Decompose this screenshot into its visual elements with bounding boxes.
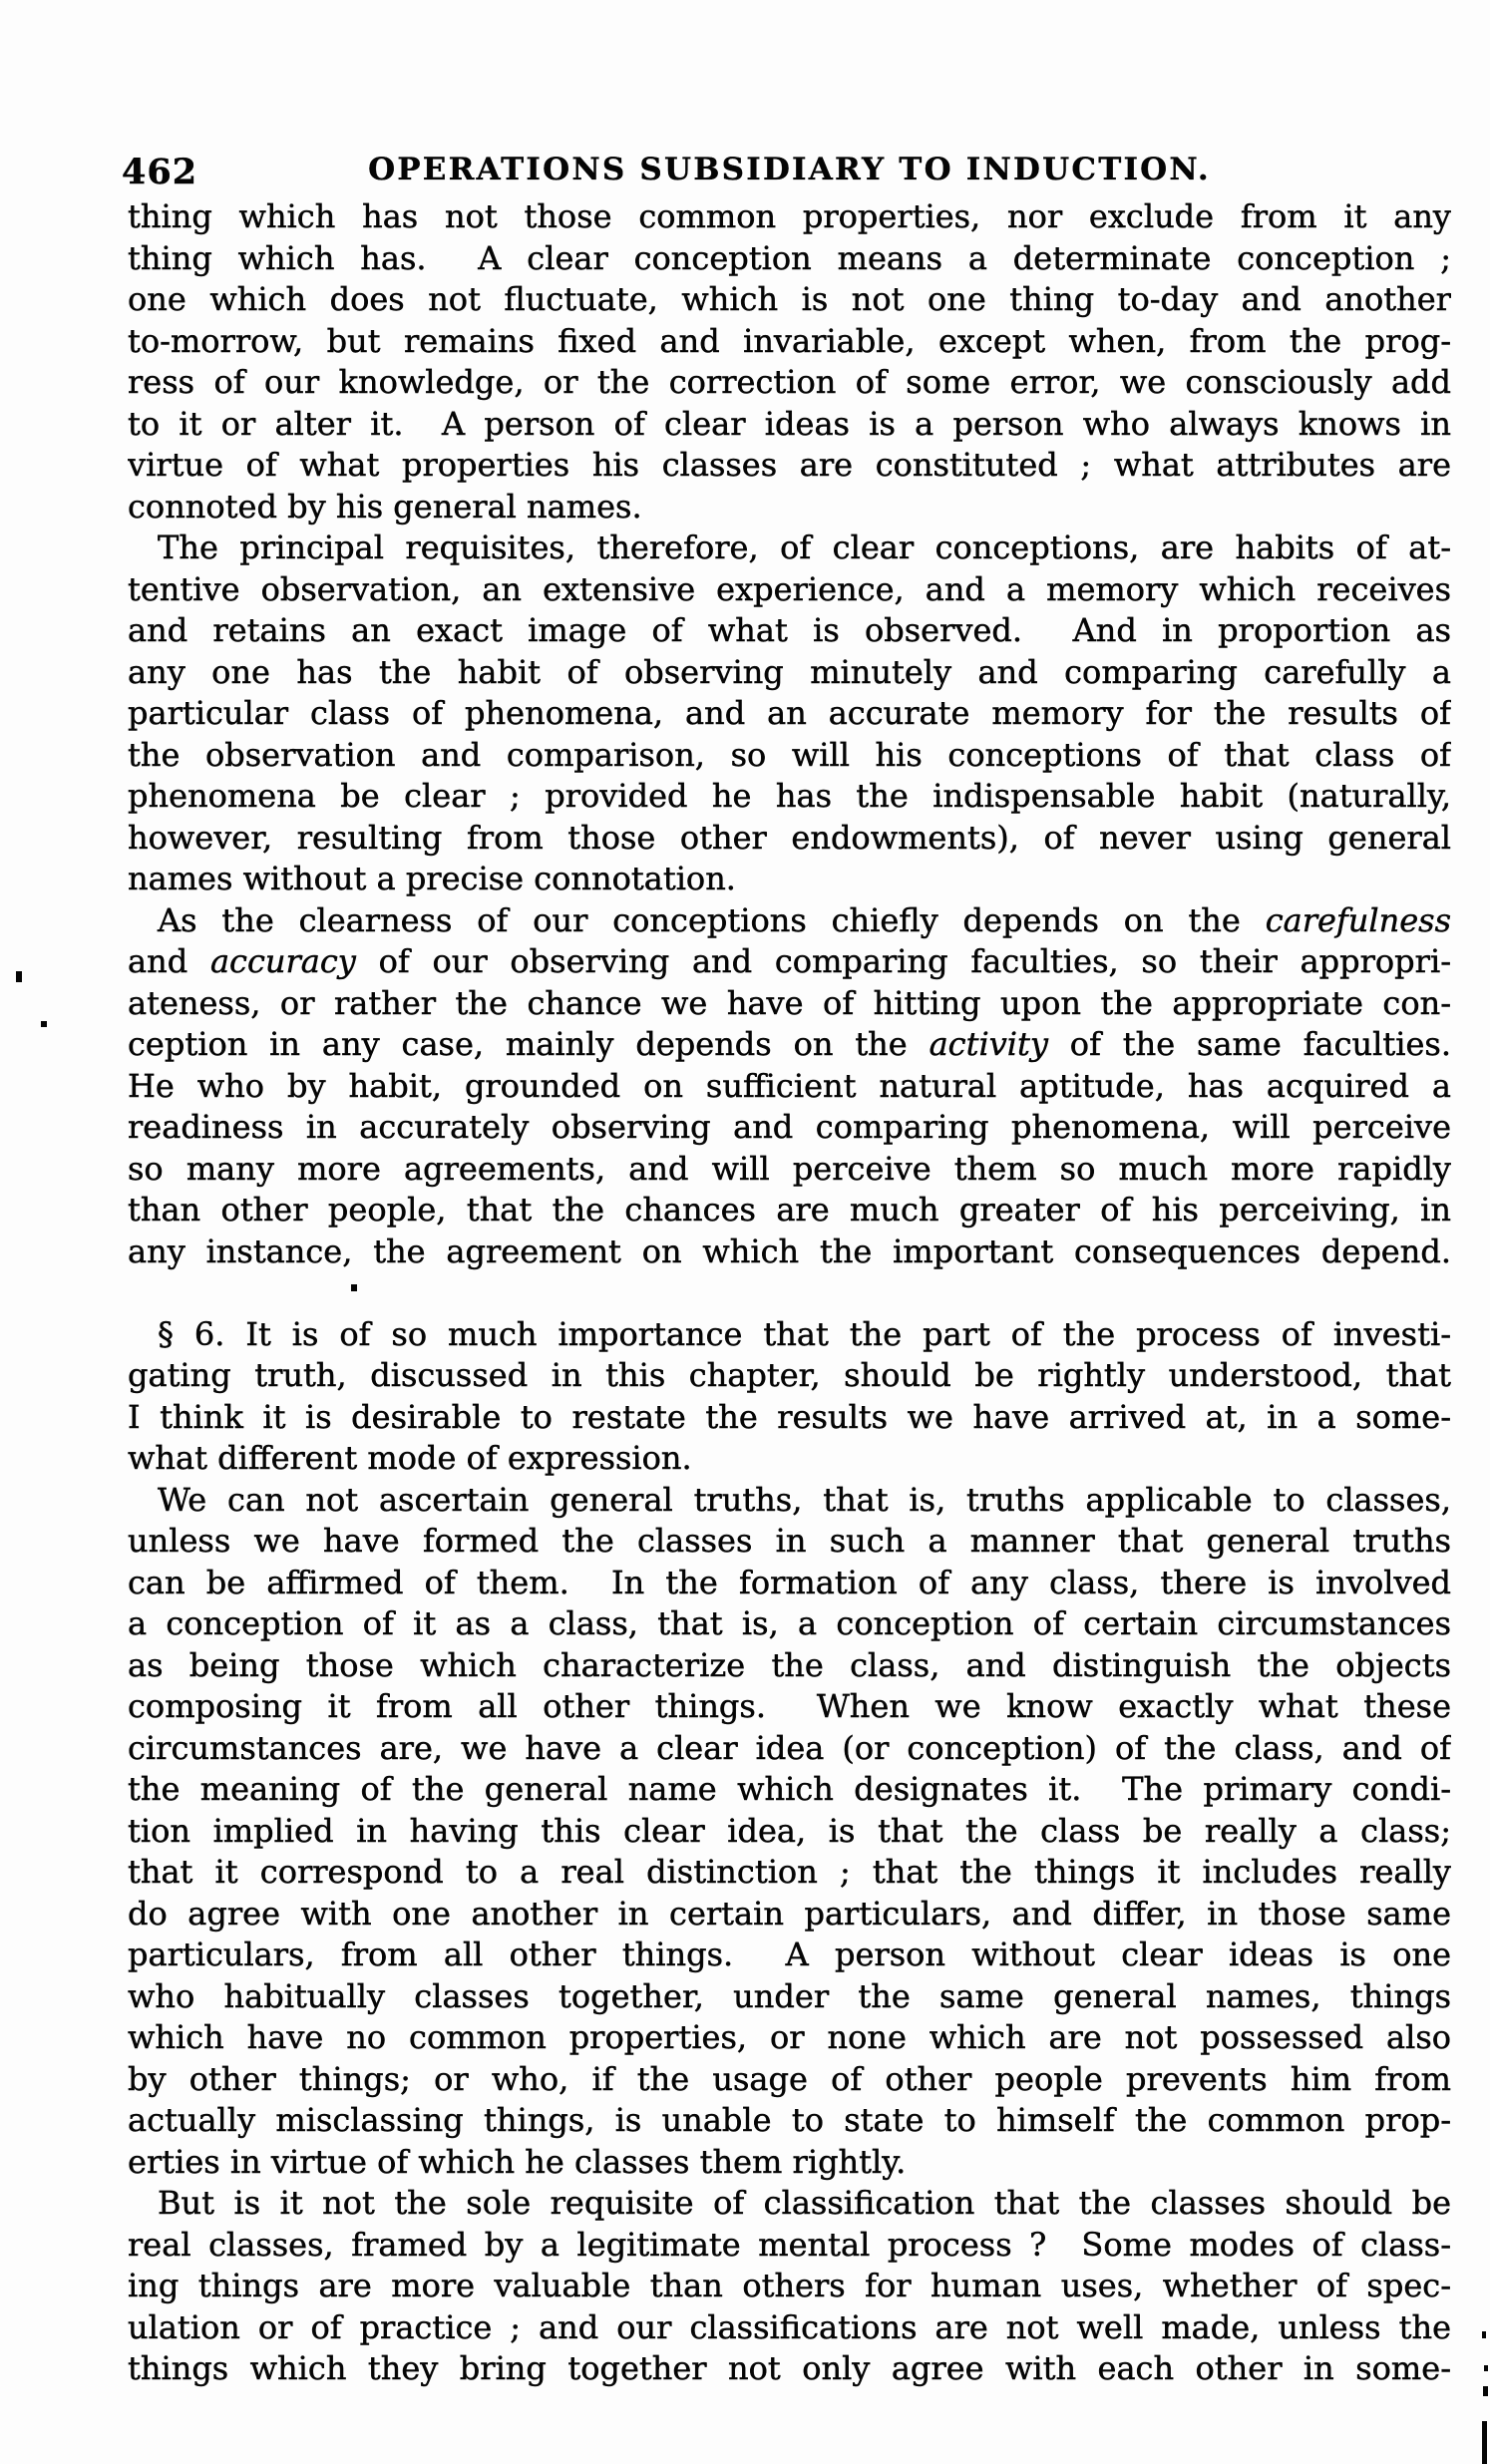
text-segment: so many more agreements, and will perceive them so much more rapidly [128,1149,1451,1188]
text-line [128,1232,1451,1273]
text-segment: virtue of what properties his classes are constituted ; what attributes are [128,446,1451,484]
text-line [128,941,1451,983]
scan-artifact-speck [1483,2386,1488,2396]
text-segment: and retains an exact image of what is observed. And in proportion as [128,611,1451,649]
text-segment: gating truth, discussed in this chapter, should be rightly understood, that [128,1356,1451,1394]
text-segment: as being those which characterize the class, and distinguish the objects [128,1645,1451,1684]
text-segment: unless we have formed the classes in such a manner that general truths [128,1522,1451,1560]
page-number: 462 [122,152,198,192]
text-line [128,1894,1451,1936]
text-segment: He who by habit, grounded on sufficient natural aptitude, has acquired a [128,1066,1451,1105]
text-line [128,1976,1451,2018]
text-line [128,1107,1451,1149]
text-segment: by other things; or who, if the usage of other people prevents him from [128,2059,1451,2098]
text-segment: thing which has not those common properties, nor exclude from it any [128,197,1451,235]
text-line [128,1852,1451,1894]
text-line [128,1645,1451,1687]
text-segment: names without a precise connotation. [128,860,736,897]
text-line [128,1314,1451,1356]
text-segment: of our observing and comparing faculties, so their appropri- [355,942,1451,980]
paragraph-gap [128,1272,1451,1314]
text-line [128,2307,1451,2349]
text-segment: one which does not fluctuate, which is not one thing to-day and another [128,280,1451,318]
text-segment: thing which has. A clear conception means a determinate conception ; [128,238,1451,277]
text-segment: circumstances are, we have a clear idea (or conception) of the class, and of [128,1728,1451,1767]
text-line [128,1521,1451,1563]
text-line [128,2348,1451,2390]
text-segment: than other people, that the chances are much greater of his perceiving, in [128,1191,1451,1229]
text-segment: The principal requisites, therefore, of clear conceptions, are habits of at- [158,528,1451,566]
text-line [128,1563,1451,1604]
text-line [128,2100,1451,2142]
text-line [128,362,1451,404]
scan-artifact-edge-line [1482,2421,1487,2464]
text-segment: and [128,942,210,980]
text-line [128,528,1451,569]
text-line [128,983,1451,1025]
italic-text: accuracy [209,942,356,980]
scan-artifact-speck [1484,2365,1488,2371]
text-segment: But is it not the sole requisite of classification that the classes should be [158,2184,1451,2222]
text-segment: who habitually classes together, under the same general names, things [128,1976,1451,2015]
text-segment: real classes, framed by a legitimate mental process ? Some modes of class- [128,2225,1451,2264]
text-segment: ateness, or rather the chance we have of hitting upon the appropriate con- [128,983,1451,1022]
text-line [128,1149,1451,1191]
text-segment: readiness in accurately observing and comparing phenomena, will perceive [128,1108,1451,1146]
text-segment: the observation and comparison, so will his conceptions of that class of [128,735,1451,774]
text-segment: a conception of it as a class, that is, a conception of certain circumstances [128,1604,1451,1642]
text-segment: to-morrow, but remains fixed and invariable, except when, from the prog- [128,321,1451,360]
text-line [128,1769,1451,1811]
text-segment: I think it is desirable to restate the results we have arrived at, in a some- [128,1397,1451,1436]
text-line [128,1935,1451,1976]
running-title: OPERATIONS SUBSIDIARY TO INDUCTION. [368,152,1211,187]
text-segment: particular class of phenomena, and an accurate memory for the results of [128,694,1451,732]
text-segment: composing it from all other things. When we know exactly what these [128,1687,1451,1725]
text-line [128,693,1451,735]
text-line [128,859,1451,900]
text-line [128,404,1451,446]
text-segment: actually misclassing things, is unable to state to himself the common prop- [128,2101,1451,2139]
text-line [128,2225,1451,2267]
text-segment: that it correspond to a real distinction ; that the things it includes really [128,1853,1451,1891]
text-line [128,445,1451,487]
text-line [128,735,1451,777]
text-segment: particulars, from all other things. A person without clear ideas is one [128,1936,1451,1973]
text-segment: ulation or of practice ; and our classifications are not well made, unless the [128,2307,1451,2346]
text-segment: which have no common properties, or none which are not possessed also [128,2018,1451,2056]
text-segment: any instance, the agreement on which the important consequences depend. [128,1232,1451,1270]
text-line [128,238,1451,280]
text-line [128,900,1451,942]
text-line [128,1603,1451,1645]
scan-artifact-speck [41,1021,47,1027]
text-segment: As the clearness of our conceptions chiefly depends on the [158,900,1266,939]
text-block [128,196,1451,2390]
text-line [128,1728,1451,1770]
text-segment: ing things are more valuable than others for human uses, whether of spec- [128,2267,1451,2304]
text-segment: erties in virtue of which he classes them rightly. [128,2142,907,2181]
text-line [128,2183,1451,2225]
text-segment: connoted by his general names. [128,487,642,526]
text-line [128,1811,1451,1853]
text-line [128,1355,1451,1397]
text-segment: We can not ascertain general truths, that is, truths applicable to classes, [158,1480,1451,1519]
text-segment: phenomena be clear ; provided he has the indispensable habit (naturally, [128,777,1451,815]
text-line [128,1066,1451,1108]
text-line [128,196,1451,238]
text-line [128,818,1451,860]
text-line [128,1397,1451,1439]
text-segment: things which they bring together not only agree with each other in some- [128,2349,1451,2387]
text-segment: the meaning of the general name which designates it. The primary condi- [128,1770,1451,1808]
text-line [128,487,1451,528]
text-segment: to it or alter it. A person of clear ideas is a person who always knows in [128,404,1451,443]
text-segment: tion implied in having this clear idea, is that the class be really a class; [128,1811,1451,1850]
scan-artifact-speck [351,1284,357,1291]
text-segment: do agree with one another in certain particulars, and differ, in those same [128,1894,1451,1933]
text-segment: can be affirmed of them. In the formation of any class, there is involved [128,1563,1451,1601]
text-segment: tentive observation, an extensive experience, and a memory which receives [128,569,1451,608]
scan-artifact-speck [1482,2331,1486,2338]
text-line [128,610,1451,652]
text-segment: however, resulting from those other endowments), of never using general [128,818,1451,857]
text-line [128,2059,1451,2101]
text-segment: any one has the habit of observing minutely and comparing carefully a [128,652,1451,691]
text-line [128,2266,1451,2307]
italic-text: activity [929,1025,1048,1063]
text-segment: what different mode of expression. [128,1439,692,1477]
text-line [128,569,1451,611]
text-line [128,1024,1451,1066]
text-line [128,279,1451,321]
text-line [128,2142,1451,2184]
italic-text: carefulness [1265,900,1451,939]
scan-artifact-speck [16,971,22,982]
text-line [128,1190,1451,1232]
text-line [128,776,1451,818]
text-line [128,652,1451,694]
text-line [128,2017,1451,2059]
text-line [128,1480,1451,1522]
text-segment: ress of our knowledge, or the correction of some error, we consciously add [128,363,1451,401]
text-line [128,1686,1451,1728]
text-line [128,321,1451,363]
text-line [128,1438,1451,1480]
text-segment: of the same faculties. [1047,1025,1451,1063]
text-segment: ception in any case, mainly depends on the [128,1025,930,1063]
page-header [122,148,1451,193]
text-segment: § 6. It is of so much importance that the part of the process of investi- [158,1314,1451,1353]
